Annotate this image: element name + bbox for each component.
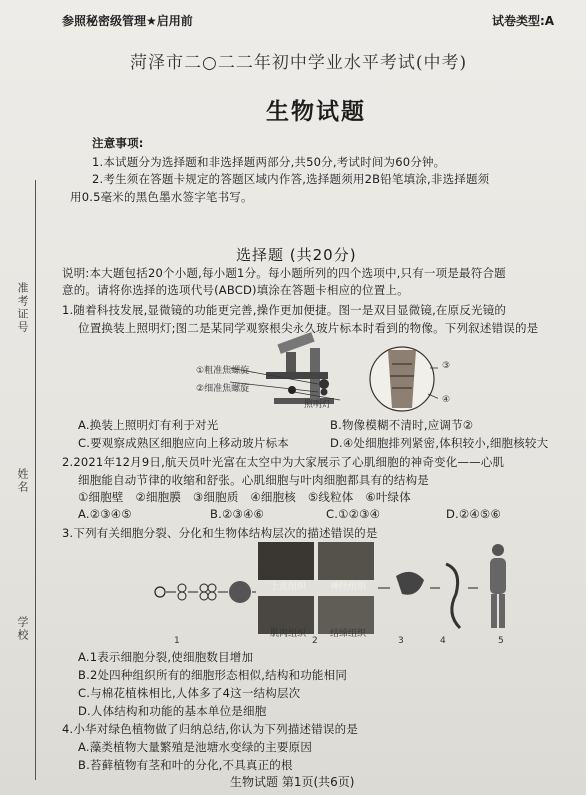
q4-stem: 4.小华对绿色植物做了归纳总结,你认为下列描述错误的是: [62, 722, 359, 736]
exam-title: 菏泽市二○二二年初中学业水平考试(中考): [130, 53, 468, 73]
label-fine-focus: ②细准焦螺旋: [196, 384, 250, 394]
q4-option-b: B.苔藓植物有茎和叶的分化,不具真正的根: [78, 758, 293, 772]
page-title: 生物试题: [266, 98, 366, 125]
notice-heading: 注意事项:: [92, 136, 144, 150]
notice-item-1: 1.本试题分为选择题和非选择题两部分,共50分,考试时间为60分钟。: [92, 155, 446, 169]
sidebar-id-label: 准考证号: [16, 282, 29, 334]
label-nerve-tissue: 神经组织: [330, 582, 367, 592]
lamp-icon: [288, 386, 296, 394]
q1-option-b: B.物像模糊不清时,应调节②: [330, 418, 474, 432]
coarse-knob: [319, 379, 329, 389]
q3-stem: 3.下列有关细胞分裂、分化和生物体结构层次的描述错误的是: [62, 526, 378, 540]
q2-option-c: C.①②③④: [326, 507, 381, 521]
label-connective-tissue: 结缔组织: [330, 629, 367, 639]
page-footer: 生物试题 第1页(共6页): [230, 775, 355, 789]
label-stage-2: 2: [312, 636, 318, 646]
label-stage-1: 1: [174, 636, 180, 646]
q2-stem-line-2: 细胞能自动节律的收缩和舒张。心肌细胞与叶肉细胞都具有的结构是: [78, 473, 429, 487]
confidentiality-label: 参照秘密级管理★启用前: [62, 14, 193, 28]
label-coarse-focus: ①粗准焦螺旋: [196, 366, 250, 376]
binding-line: [35, 180, 36, 780]
label-muscle-tissue: 肌肉组织: [270, 629, 307, 639]
sidebar-school-label: 学校: [16, 616, 29, 642]
q1-stem-line-2: 位置换装上照明灯;图二是某同学观察根尖永久玻片标本时看到的物像。下列叙述错误的是: [78, 321, 539, 335]
root-tip-figure: [368, 344, 438, 414]
q1-option-a: A.换装上照明灯有利于对光: [78, 418, 219, 432]
microscope-eyepiece: [277, 332, 314, 354]
q1-stem-line-1: 1.随着科技发展,显微镜的功能更完善,操作更加便捷。图一是双目显微镜,在原反光镜的: [62, 303, 507, 317]
q2-option-a: A.②③④⑤: [78, 507, 132, 521]
paper-type-label: 试卷类型:A: [492, 14, 555, 28]
label-region-3: ③: [442, 361, 451, 371]
label-region-4: ④: [442, 395, 451, 405]
microscope-stage: [266, 372, 328, 379]
label-stage-4: 4: [440, 636, 446, 646]
fine-knob: [321, 389, 328, 396]
notice-item-2b: 用0.5毫米的黑色墨水签字笔书写。: [70, 190, 253, 204]
label-lamp: 照明灯: [304, 400, 332, 410]
q3-option-b: B.2处四种组织所有的细胞形态相似,结构和功能相同: [78, 668, 348, 682]
q1-option-c: C.要观察成熟区细胞应向上移动玻片标本: [78, 436, 289, 450]
microscope-objective: [286, 352, 296, 372]
q3-option-d: D.人体结构和功能的基本单位是细胞: [78, 704, 267, 718]
label-stage-5: 5: [498, 636, 504, 646]
q1-option-d: D.④处细胞排列紧密,体积较小,细胞核较大: [330, 436, 549, 450]
label-stage-3: 3: [398, 636, 404, 646]
section-title: 选择题 (共20分): [236, 246, 357, 264]
q3-option-a: A.1表示细胞分裂,使细胞数目增加: [78, 650, 254, 664]
q2-option-d: D.②④⑤⑥: [446, 507, 501, 521]
q2-option-b: B.②③④⑥: [210, 507, 264, 521]
q3-option-c: C.与棉花植株相比,人体多了4这一结构层次: [78, 686, 301, 700]
q2-items: ①细胞壁 ②细胞膜 ③细胞质 ④细胞核 ⑤线粒体 ⑥叶绿体: [78, 490, 411, 504]
label-epithelial-tissue: 上皮组织: [270, 582, 307, 592]
q2-stem-line-1: 2.2021年12月9日,航天员叶光富在太空中为大家展示了心肌细胞的神奇变化——心肌: [62, 455, 505, 469]
sidebar-name-label: 姓名: [16, 468, 29, 494]
instructions-line-2: 意的。请将你选择的选项代号(ABCD)填涂在答题卡相应的位置上。: [62, 283, 409, 297]
q4-option-a: A.藻类植物大量繁殖是池塘水变绿的主要原因: [78, 740, 313, 754]
notice-item-2a: 2.考生须在答题卡规定的答题区域内作答,选择题须用2B铅笔填涂,非选择题须: [92, 172, 490, 186]
instructions-line-1: 说明:本大题包括20个小题,每小题1分。每小题所列的四个选项中,只有一项是最符合题: [62, 266, 506, 280]
